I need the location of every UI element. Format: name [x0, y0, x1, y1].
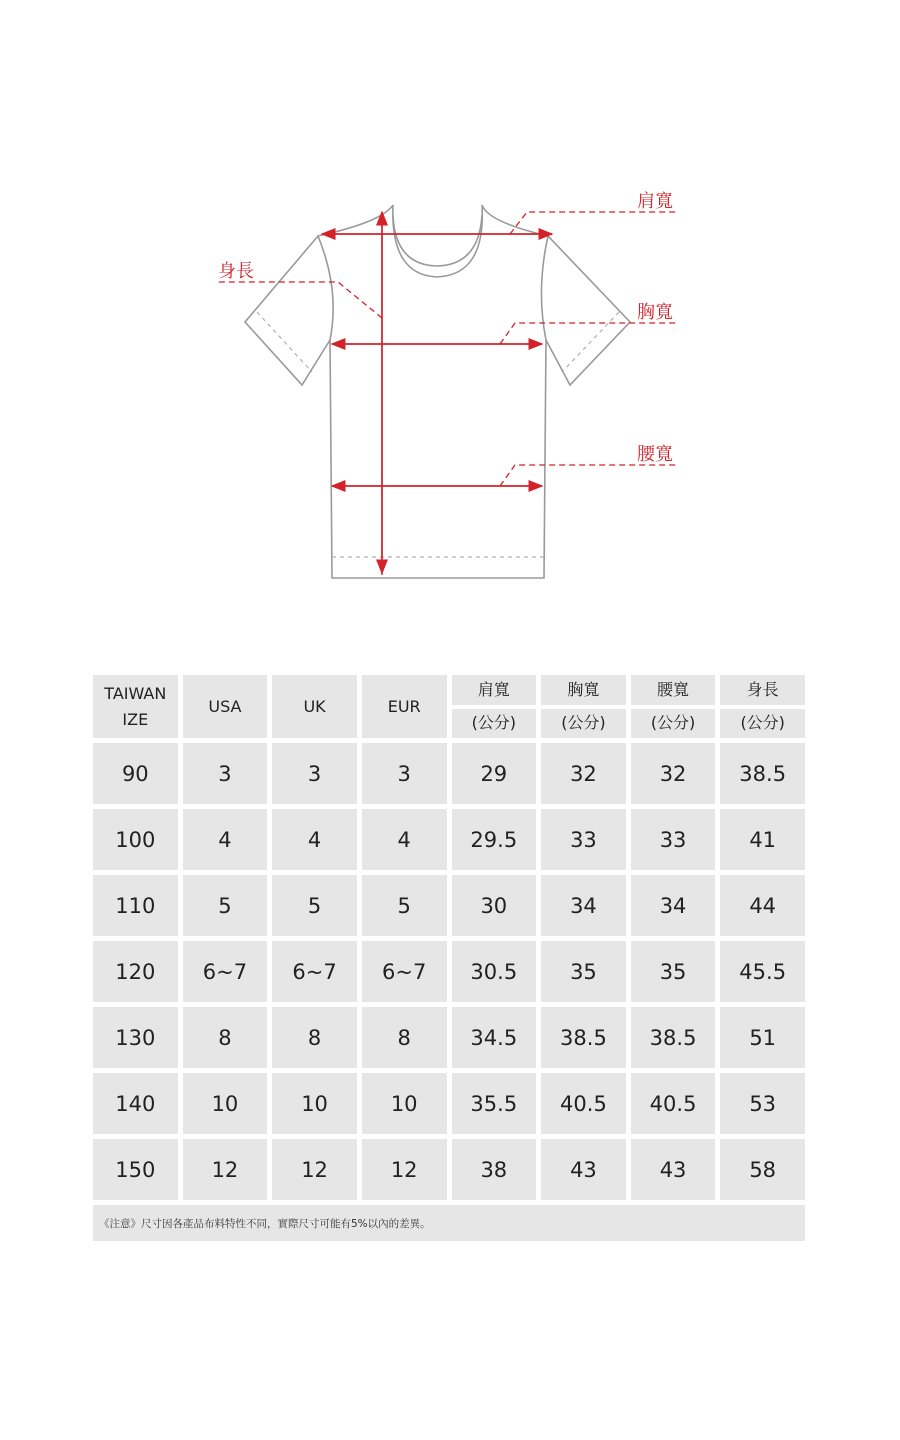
cell-length: 45.5 — [720, 941, 805, 1002]
label-shoulder: 肩寬 — [637, 191, 673, 212]
table-row — [93, 875, 805, 936]
size-note: 《注意》尺寸因各產品布料特性不同，實際尺寸可能有5%以內的差異。 — [93, 1205, 805, 1241]
cell-chest: 38.5 — [541, 1007, 626, 1068]
header-waist-label: 腰寬 — [631, 675, 716, 705]
cell-waist: 40.5 — [631, 1073, 716, 1134]
cell-waist: 35 — [631, 941, 716, 1002]
cell-shoulder: 34.5 — [452, 1007, 537, 1068]
cell-length: 41 — [720, 809, 805, 870]
cell-eur: 10 — [362, 1073, 447, 1134]
cell-usa: 5 — [183, 875, 268, 936]
label-chest: 胸寬 — [637, 302, 673, 323]
header-taiwan-line1: TAIWAN — [104, 683, 167, 703]
header-shoulder-label: 肩寬 — [452, 675, 537, 705]
cell-uk: 6~7 — [272, 941, 357, 1002]
header-shoulder-unit: (公分) — [452, 709, 537, 739]
cell-length: 38.5 — [720, 743, 805, 804]
cell-uk: 12 — [272, 1139, 357, 1200]
cell-waist: 38.5 — [631, 1007, 716, 1068]
header-taiwan-size — [93, 675, 178, 738]
cell-waist: 33 — [631, 809, 716, 870]
header-uk: UK — [272, 675, 357, 738]
header-waist-unit: (公分) — [631, 709, 716, 739]
cell-usa: 10 — [183, 1073, 268, 1134]
table-row — [93, 1073, 805, 1134]
cell-uk: 10 — [272, 1073, 357, 1134]
cell-eur: 6~7 — [362, 941, 447, 1002]
cell-uk: 8 — [272, 1007, 357, 1068]
cell-uk: 3 — [272, 743, 357, 804]
cell-shoulder: 35.5 — [452, 1073, 537, 1134]
leader-lines — [218, 212, 678, 486]
cell-shoulder: 29 — [452, 743, 537, 804]
cell-shoulder: 29.5 — [452, 809, 537, 870]
header-chest — [541, 675, 626, 738]
tshirt-measurement-diagram — [0, 0, 900, 600]
cell-eur: 3 — [362, 743, 447, 804]
cell-shoulder: 30.5 — [452, 941, 537, 1002]
cell-eur: 8 — [362, 1007, 447, 1068]
header-waist — [631, 675, 716, 738]
tshirt-outline — [245, 205, 630, 578]
cell-shoulder: 38 — [452, 1139, 537, 1200]
table-header-row — [93, 675, 805, 738]
cell-taiwan-size: 90 — [93, 743, 178, 804]
label-waist: 腰寬 — [637, 444, 673, 465]
table-row — [93, 743, 805, 804]
table-body — [93, 743, 805, 1200]
cell-shoulder: 30 — [452, 875, 537, 936]
cell-taiwan-size: 150 — [93, 1139, 178, 1200]
header-chest-label: 胸寬 — [541, 675, 626, 705]
header-shoulder — [452, 675, 537, 738]
cell-taiwan-size: 100 — [93, 809, 178, 870]
cell-taiwan-size: 120 — [93, 941, 178, 1002]
cell-usa: 12 — [183, 1139, 268, 1200]
cell-uk: 4 — [272, 809, 357, 870]
stitch-lines — [257, 312, 619, 557]
header-length — [720, 675, 805, 738]
cell-length: 44 — [720, 875, 805, 936]
header-usa: USA — [183, 675, 268, 738]
cell-eur: 12 — [362, 1139, 447, 1200]
cell-length: 53 — [720, 1073, 805, 1134]
table-row — [93, 941, 805, 1002]
header-length-label: 身長 — [720, 675, 805, 705]
cell-usa: 6~7 — [183, 941, 268, 1002]
cell-waist: 32 — [631, 743, 716, 804]
cell-length: 51 — [720, 1007, 805, 1068]
cell-uk: 5 — [272, 875, 357, 936]
cell-chest: 33 — [541, 809, 626, 870]
table-row — [93, 809, 805, 870]
cell-length: 58 — [720, 1139, 805, 1200]
cell-eur: 5 — [362, 875, 447, 936]
cell-chest: 34 — [541, 875, 626, 936]
cell-taiwan-size: 110 — [93, 875, 178, 936]
header-chest-unit: (公分) — [541, 709, 626, 739]
cell-taiwan-size: 130 — [93, 1007, 178, 1068]
cell-eur: 4 — [362, 809, 447, 870]
cell-chest: 40.5 — [541, 1073, 626, 1134]
cell-usa: 4 — [183, 809, 268, 870]
cell-chest: 32 — [541, 743, 626, 804]
label-length: 身長 — [218, 261, 254, 282]
table-row — [93, 1139, 805, 1200]
cell-chest: 43 — [541, 1139, 626, 1200]
cell-taiwan-size: 140 — [93, 1073, 178, 1134]
size-table — [93, 675, 805, 1241]
table-row — [93, 1007, 805, 1068]
cell-waist: 34 — [631, 875, 716, 936]
cell-chest: 35 — [541, 941, 626, 1002]
header-eur: EUR — [362, 675, 447, 738]
cell-usa: 3 — [183, 743, 268, 804]
header-length-unit: (公分) — [720, 709, 805, 739]
cell-usa: 8 — [183, 1007, 268, 1068]
cell-waist: 43 — [631, 1139, 716, 1200]
header-taiwan-line2: IZE — [122, 709, 149, 729]
